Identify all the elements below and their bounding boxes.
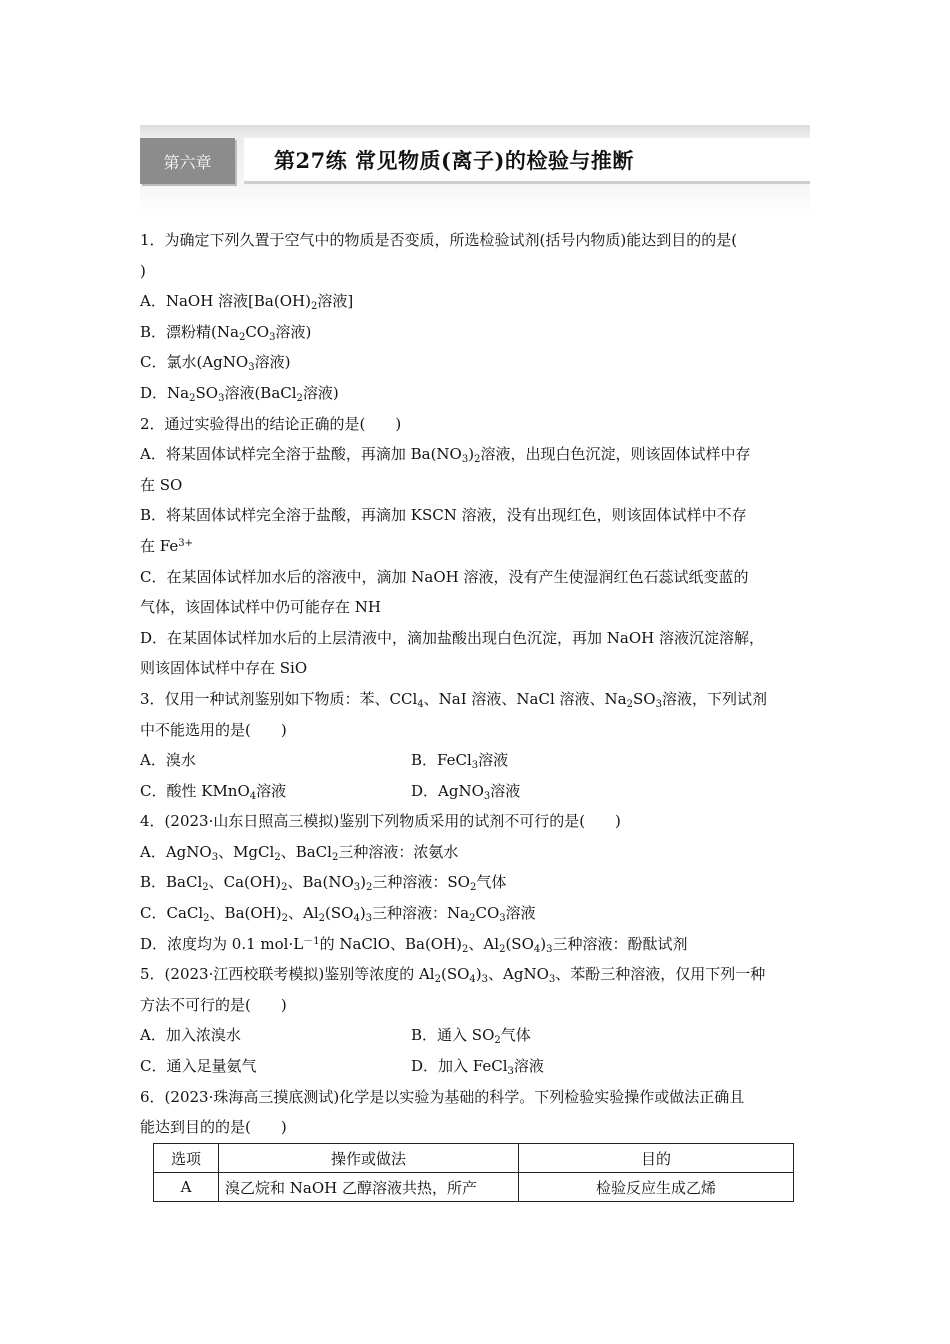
table-cell: A	[154, 1173, 219, 1202]
q3-options-cd	[140, 776, 812, 807]
q5-stem-cont: 方法不可行的是( )	[140, 995, 287, 1014]
q1-option-b: B．漂粉精($Na_2CO_3$溶液)	[140, 322, 312, 343]
q1-option-c: C．氯水(AgNO$_3$溶液)	[140, 353, 291, 374]
table-row	[154, 1173, 794, 1202]
q5-option-d: D．加入 FeCl$_3$溶液	[411, 1057, 544, 1078]
q1-stem: 1．为确定下列久置于空气中的物质是否变质，所选检验试剂(括号内物质)能达到目的的是(	[140, 231, 738, 249]
q3-stem-cont: 中不能选用的是( )	[140, 720, 287, 739]
q3-option-b: B．FeCl$_3$溶液	[411, 751, 509, 772]
questions	[140, 225, 812, 1143]
q3-option-c: C．酸性 KMnO$_4$溶液	[140, 781, 287, 802]
q2-option-b-cont: 在 $Fe^{3+}$	[140, 536, 193, 555]
table-header-cell: 选项	[154, 1144, 219, 1173]
q1-stem-end: )	[140, 261, 146, 280]
q3-option-a: A．溴水	[140, 751, 196, 770]
q4-stem: 4．(2023·山东日照高三模拟)鉴别下列物质采用的试剂不可行的是( )	[140, 812, 621, 831]
q5-option-b: B．通入 $SO_2$气体	[411, 1026, 531, 1047]
title-box	[244, 138, 810, 184]
q6-stem: 6．(2023·珠海高三摸底测试)化学是以实验为基础的科学。下列检验实验操作或做法正确且	[140, 1087, 745, 1106]
q2-option-c-cont: 气体，该固体试样中仍可能存在 NH	[140, 598, 381, 617]
q6-stem-cont: 能达到目的的是( )	[140, 1118, 287, 1137]
q5-options-cd	[140, 1051, 812, 1082]
q3-options-ab	[140, 745, 812, 776]
table-header-row	[154, 1144, 794, 1173]
q2-option-d-cont: 则该固体试样中存在 SiO	[140, 659, 308, 678]
q5-options-ab	[140, 1020, 812, 1051]
q3-stem: 3．仅用一种试剂鉴别如下物质：苯、CCl$_4$、NaI 溶液、NaCl 溶液、$Na_2SO_3$溶液，下列试剂	[140, 689, 767, 710]
table-cell: 溴乙烷和 NaOH 乙醇溶液共热，所产	[219, 1173, 519, 1202]
q4-option-b: B．BaCl$_2$、$Ca(OH)_2$、$Ba(NO_3)_2$三种溶液：$SO_2$气体	[140, 873, 507, 894]
q3-option-d: D．AgNO$_3$溶液	[411, 781, 521, 802]
table-header-cell: 操作或做法	[219, 1144, 519, 1173]
q2-option-a-cont: 在 SO	[140, 475, 183, 494]
page-title: 第27练 常见物质(离子)的检验与推断	[274, 147, 634, 173]
q5-option-a: A．加入浓溴水	[140, 1026, 241, 1045]
header-banner	[140, 125, 810, 217]
q5-option-c: C．通入足量氨气	[140, 1057, 257, 1076]
q1-option-a: A．NaOH 溶液[$Ba(OH)_2$溶液]	[140, 292, 354, 313]
q1-option-d: D．$Na_2SO_3$溶液(BaCl$_2$溶液)	[140, 383, 339, 404]
table-header-cell: 目的	[519, 1144, 794, 1173]
q5-stem: 5．(2023·江西校联考模拟)鉴别等浓度的 $Al_2(SO_4)_3$、AgNO$_3$、苯酚三种溶液，仅用下列一种	[140, 965, 766, 986]
q2-option-b: B．将某固体试样完全溶于盐酸，再滴加 KSCN 溶液，没有出现红色，则该固体试样中不存	[140, 506, 747, 525]
q4-option-a: A．AgNO$_3$、MgCl$_2$、BaCl$_2$三种溶液：浓氨水	[140, 842, 459, 863]
table-cell: 检验反应生成乙烯	[519, 1173, 794, 1202]
q2-option-d: D．在某固体试样加水后的上层清液中，滴加盐酸出现白色沉淀，再加 NaOH 溶液沉淀溶解，	[140, 628, 765, 647]
q2-option-c: C．在某固体试样加水后的溶液中，滴加 NaOH 溶液，没有产生使湿润红色石蕊试纸变蓝的	[140, 567, 749, 586]
q2-stem: 2．通过实验得出的结论正确的是( )	[140, 414, 402, 433]
q4-option-c: C．CaCl$_2$、$Ba(OH)_2$、$Al_2(SO_4)_3$三种溶液：$Na_2CO_3$溶液	[140, 904, 536, 925]
chapter-tag: 第六章	[140, 138, 235, 184]
q2-option-a: A．将某固体试样完全溶于盐酸，再滴加 $Ba(NO_3)_2$溶液，出现白色沉淀，则该固体试样中存	[140, 445, 751, 466]
q4-option-d: D．浓度均为 0.1 $mol\cdot L^{-1}$的 NaClO、$Ba(OH)_2$、$Al_2(SO_4)_3$三种溶液：酚酞试剂	[140, 934, 688, 955]
q6-table	[153, 1143, 794, 1202]
